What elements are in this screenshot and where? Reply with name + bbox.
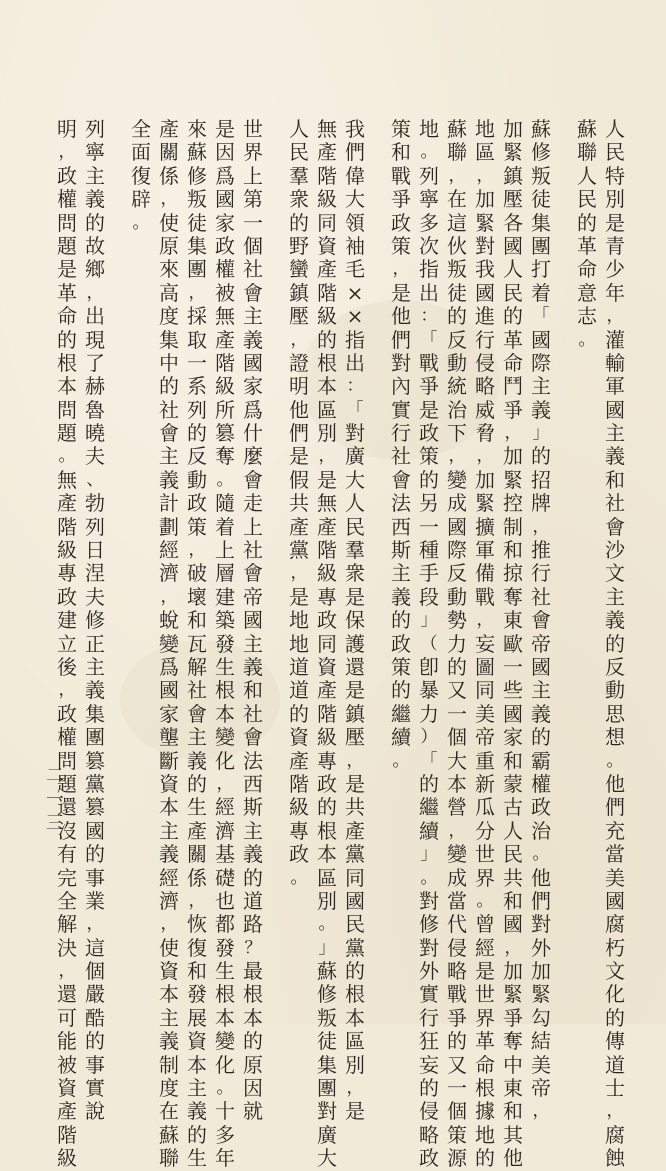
text-column: 人 民 特 別 是 青 少 年 ， 灌 輸 軍 國 主 義 和 社 會 沙 文 主 義 的 反 動 思 想 。 他 們 充 當 美 國 腐 朽 文 化 的 傳 道 士 ， 腐 蝕 bbox=[605, 117, 625, 1171]
text-column: 蘇 聯 ， 在 這 伙 叛 徒 的 反 動 統 治 下 ， 變 成 國 際 反 動 勢 力 的 又 一 個 大 本 營 ， 變 成 當 代 侵 略 戰 爭 的 又 一 個 策 源 bbox=[447, 117, 467, 1171]
text-column: 人 民 羣 衆 的 野 蠻 鎮 壓 ， 證 明 他 們 是 假 共 產 黨 ， 是 地 地 道 道 的 資 產 階 級 專 政 。 bbox=[289, 117, 309, 888]
text-column: 加 緊 鎮 壓 各 國 人 民 的 革 命 鬥 爭 ， 加 緊 控 制 和 掠 奪 東 歐 一 些 國 家 和 蒙 古 人 民 共 和 國 ， 加 緊 爭 奪 中 東 和 其 他 bbox=[503, 117, 523, 1171]
paragraph-gap bbox=[112, 118, 124, 996]
page-number-glyph: 一 bbox=[46, 789, 64, 810]
text-column: 全 面 復 辟 。 bbox=[131, 117, 151, 233]
page-number-glyph: 二 bbox=[46, 765, 64, 786]
paragraph-gap bbox=[558, 118, 570, 996]
vertical-text-body bbox=[56, 117, 626, 1171]
text-column: 是 因 爲 國 家 政 權 被 無 產 階 級 所 篡 奪 。 隨 着 上 層 建 築 發 生 根 本 變 化 ， 經 濟 基 礎 也 都 發 生 根 本 變 化 。 十 多 年 bbox=[215, 117, 235, 1171]
text-column: 明 ， 政 權 問 題 是 革 命 的 根 本 問 題 。 無 產 階 級 專 政 建 立 後 ， 政 權 問 題 還 沒 有 完 全 解 決 ， 還 可 能 被 資 產 階 級 bbox=[57, 117, 77, 1171]
text-column: 無 產 階 級 同 資 產 階 級 的 根 本 區 別 ， 是 無 產 階 級 專 政 同 資 產 階 級 專 政 的 根 本 區 別 。 」 蘇 修 叛 徒 集 團 對 廣 大 bbox=[317, 117, 337, 1171]
page-number-glyph: 三 bbox=[46, 813, 64, 834]
text-column: 策 和 戰 爭 政 策 ， 是 他 們 對 內 實 行 社 會 法 西 斯 主 義 的 政 策 的 繼 續 。 bbox=[391, 117, 411, 771]
text-column: 產 關 係 ， 使 原 來 高 度 集 中 的 社 會 主 義 計 劃 經 濟 ， 蛻 變 爲 國 家 壟 斷 資 本 主 義 經 濟 ， 使 資 本 主 義 制 度 在 蘇 聯 bbox=[159, 117, 179, 1171]
text-column: 世 界 上 第 一 個 社 會 主 義 國 家 爲 什 麼 會 走 上 社 會 帝 國 主 義 和 社 會 法 西 斯 主 義 的 道 路 ？ 最 根 本 的 原 因 就 bbox=[243, 117, 263, 1124]
text-column: 地 區 ， 加 緊 對 我 國 進 行 侵 略 威 脅 ， 加 緊 擴 軍 備 戰 ， 妄 圖 同 美 帝 重 新 瓜 分 世 界 。 曾 經 是 世 界 革 命 根 據 地 的 bbox=[475, 117, 495, 1171]
text-column: 來 蘇 修 叛 徒 集 團 ， 採 取 一 系 列 的 反 動 政 策 ， 破 壞 和 瓦 解 社 會 主 義 的 生 產 關 係 ， 恢 復 和 發 展 資 本 主 義 的 生 bbox=[187, 117, 207, 1171]
text-column: 我 們 偉 大 領 袖 毛 × × 指 出 ： 「 對 廣 大 人 民 羣 衆 是 保 護 還 是 鎮 壓 ， 是 共 產 黨 同 國 民 黨 的 根 本 區 別 ， 是 bbox=[345, 117, 365, 1124]
text-column: 列 寧 主 義 的 故 鄉 ， 出 現 了 赫 魯 曉 夫 、 勃 列 日 涅 夫 修 正 主 義 集 團 篡 黨 篡 國 的 事 業 ， 這 個 嚴 酷 的 事 實 說 bbox=[85, 117, 105, 1124]
paragraph-gap bbox=[372, 118, 384, 996]
text-column: 蘇 聯 人 民 的 革 命 意 志 。 bbox=[577, 117, 597, 350]
page-number bbox=[44, 764, 66, 836]
text-column: 蘇 修 叛 徒 集 團 打 着 「 國 際 主 義 」 的 招 牌 ， 推 行 社 會 帝 國 主 義 的 霸 權 政 治 。 他 們 對 外 加 緊 勾 結 美 帝 ， bbox=[531, 117, 551, 1122]
paragraph-gap bbox=[270, 118, 282, 996]
text-column: 地 。 列 寧 多 次 指 出 ： 「 戰 爭 是 政 策 的 另 一 種 手 段 」 （ 卽 暴 力 ） 「 的 繼 續 」 。 對 修 對 外 實 行 狂 妄 的 侵 略 政 bbox=[419, 117, 439, 1171]
